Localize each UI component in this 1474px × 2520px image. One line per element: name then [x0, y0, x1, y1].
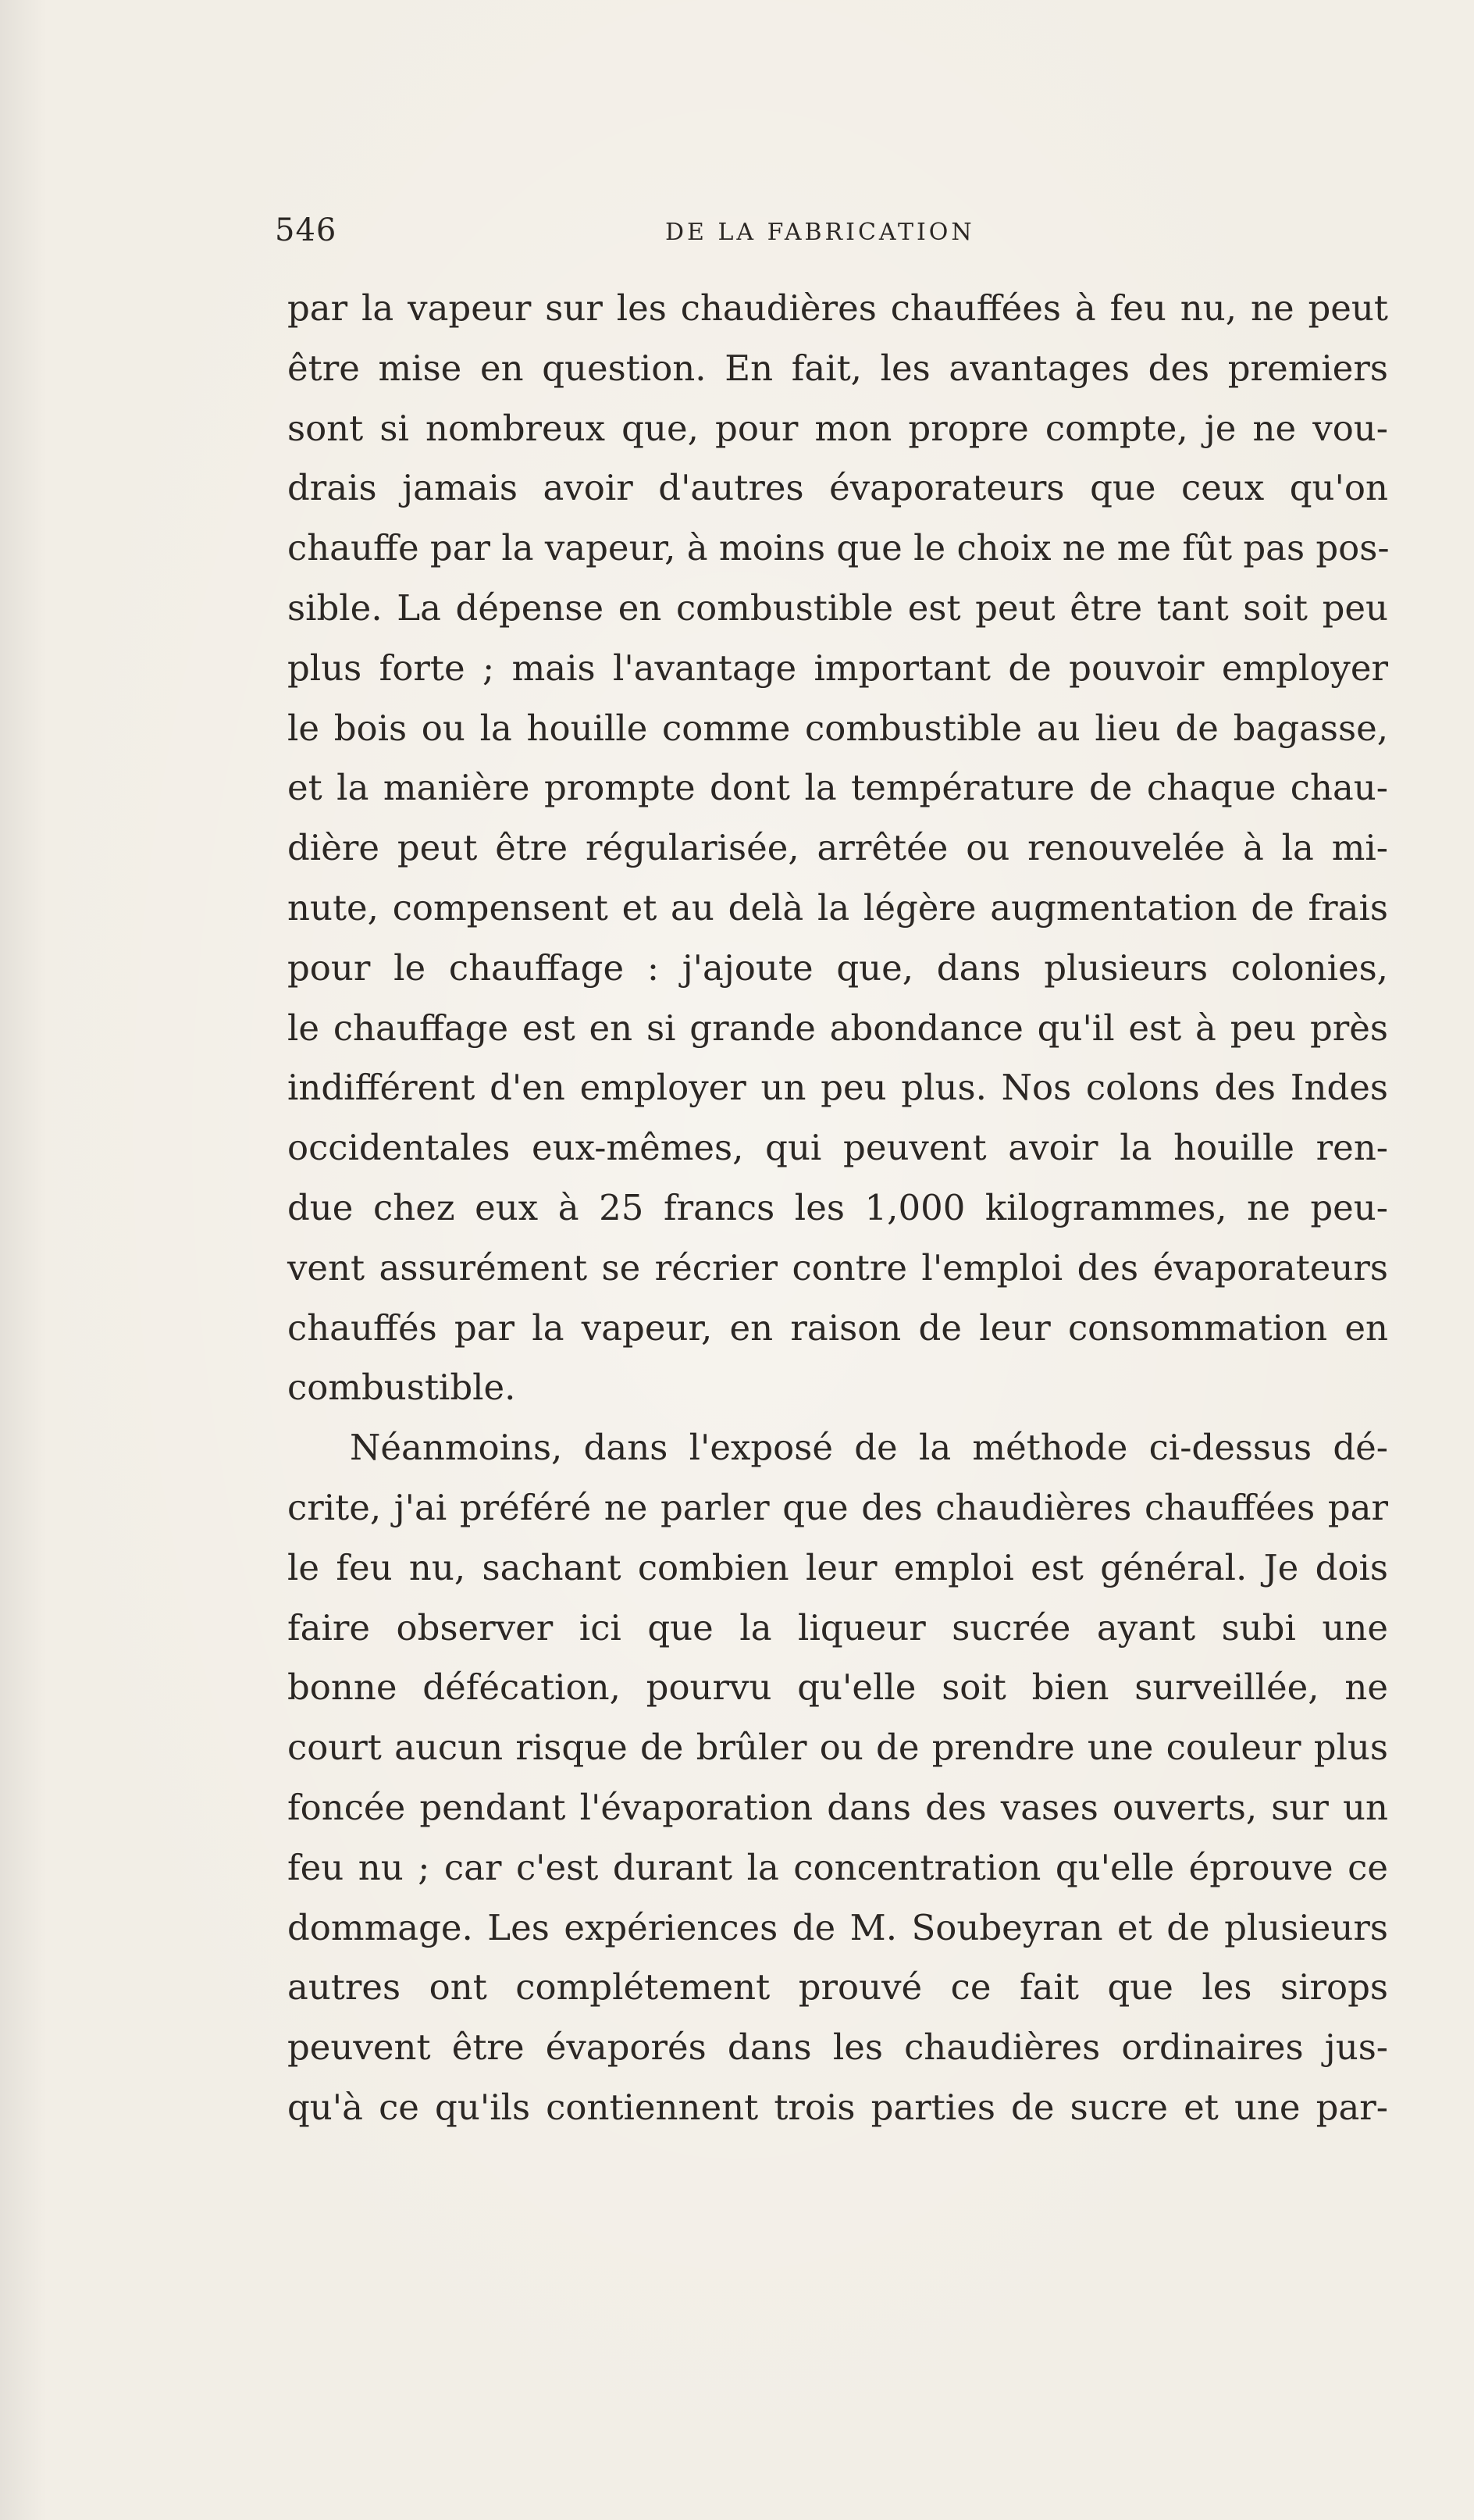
text-line: bonne défécation, pourvu qu'elle soit bien surveillée, ne [287, 1666, 1388, 1709]
body-text [287, 279, 1388, 2138]
text-line: foncée pendant l'évaporation dans des vases ouverts, sur un [287, 1786, 1388, 1828]
paragraph-end-line: combustible. [287, 1367, 516, 1409]
text-line: sont si nombreux que, pour mon propre compte, je ne vou- [287, 407, 1388, 449]
gutter-shadow [0, 0, 47, 2520]
text-line: chauffés par la vapeur, en raison de leur consommation en [287, 1306, 1388, 1349]
text-line: le chauffage est en si grande abondance qu'il est à peu près [287, 1007, 1388, 1049]
text-line: indifférent d'en employer un peu plus. Nos colons des Indes [287, 1067, 1388, 1109]
running-head [275, 212, 1399, 259]
text-line: drais jamais avoir d'autres évaporateurs que ceux qu'on [287, 467, 1388, 509]
text-line: peuvent être évaporés dans les chaudières ordinaires jus- [287, 2026, 1388, 2069]
text-line: qu'à ce qu'ils contiennent trois parties de sucre et une par- [287, 2086, 1388, 2128]
text-line: faire observer ici que la liqueur sucrée ayant subi une [287, 1606, 1388, 1649]
text-line: occidentales eux-mêmes, qui peuvent avoir la houille ren- [287, 1127, 1388, 1169]
text-line: plus forte ; mais l'avantage important de pouvoir employer [287, 647, 1388, 689]
text-line: le feu nu, sachant combien leur emploi est général. Je dois [287, 1546, 1388, 1588]
text-line: par la vapeur sur les chaudières chauffées à feu nu, ne peut [287, 287, 1388, 329]
text-line: due chez eux à 25 francs les 1,000 kilogrammes, ne peu- [287, 1186, 1388, 1228]
text-line: vent assurément se récrier contre l'emploi des évaporateurs [287, 1246, 1388, 1289]
text-line: dommage. Les expériences de M. Soubeyran et de plusieurs [287, 1906, 1388, 1948]
text-line: crite, j'ai préféré ne parler que des chaudières chauffées par [287, 1486, 1388, 1528]
paragraph-start-line: Néanmoins, dans l'exposé de la méthode ci-dessus dé- [350, 1427, 1388, 1469]
text-line: et la manière prompte dont la température de chaque chau- [287, 767, 1388, 809]
text-line: le bois ou la houille comme combustible au lieu de bagasse, [287, 707, 1388, 749]
text-line: court aucun risque de brûler ou de prendre une couleur plus [287, 1727, 1388, 1769]
text-line: dière peut être régularisée, arrêtée ou renouvelée à la mi- [287, 827, 1388, 869]
text-line: être mise en question. En fait, les avantages des premiers [287, 347, 1388, 389]
text-line: pour le chauffage : j'ajoute que, dans plusieurs colonies, [287, 946, 1388, 989]
running-title: DE LA FABRICATION [665, 219, 975, 246]
text-line: feu nu ; car c'est durant la concentration qu'elle éprouve ce [287, 1846, 1388, 1888]
text-line: chauffe par la vapeur, à moins que le choix ne me fût pas pos- [287, 527, 1390, 569]
page-number: 546 [275, 212, 337, 248]
text-line: sible. La dépense en combustible est peut être tant soit peu [287, 586, 1388, 629]
text-line: nute, compensent et au delà la légère augmentation de frais [287, 886, 1388, 929]
text-line: autres ont complétement prouvé ce fait que les sirops [287, 1966, 1388, 2009]
